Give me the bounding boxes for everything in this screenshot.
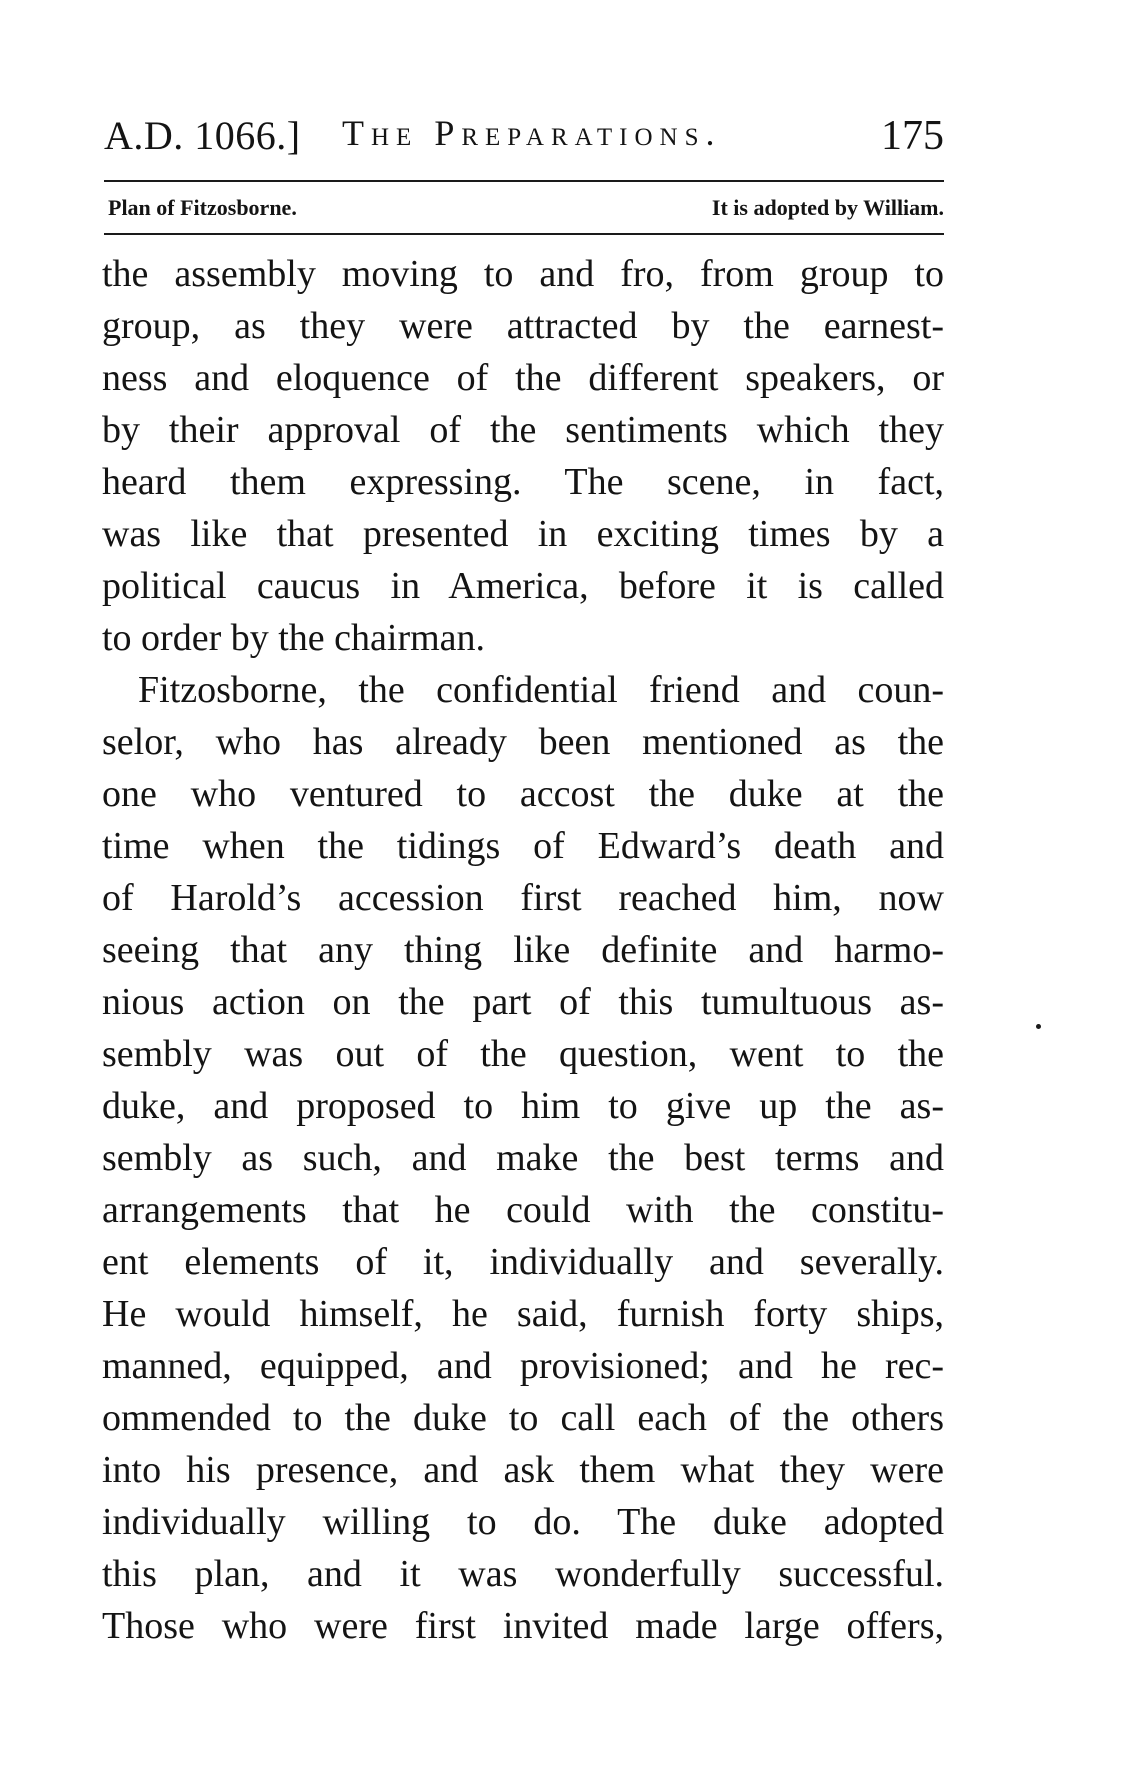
text-line: one who ventured to accost the duke at the	[102, 773, 944, 815]
text-line: sembly was out of the question, went to the	[102, 1033, 944, 1075]
text-line: political caucus in America, before it is called	[102, 565, 944, 607]
side-heading-left: Plan of Fitzosborne.	[108, 195, 297, 220]
text-line: individually willing to do. The duke adopted	[102, 1501, 944, 1543]
text-line: by their approval of the sentiments which they	[102, 409, 944, 451]
text-line: ommended to the duke to call each of the others	[102, 1397, 944, 1439]
text-line: ness and eloquence of the different speakers, or	[102, 357, 944, 399]
body-text	[102, 248, 944, 1652]
text-line: He would himself, he said, furnish forty ships,	[102, 1293, 944, 1335]
text-line: sembly as such, and make the best terms and	[102, 1137, 944, 1179]
page-number: 175	[881, 113, 944, 159]
text-line: nious action on the part of this tumultuous as-	[102, 981, 944, 1023]
text-line: manned, equipped, and provisioned; and he rec-	[102, 1345, 944, 1387]
text-line: Fitzosborne, the confidential friend and coun-	[138, 669, 944, 711]
text-line: the assembly moving to and fro, from group to	[102, 253, 944, 295]
text-line: duke, and proposed to him to give up the as-	[102, 1085, 944, 1127]
ink-speck	[1036, 1024, 1041, 1029]
running-head-title: The Preparations.	[342, 113, 722, 153]
text-line: selor, who has already been mentioned as the	[102, 721, 944, 763]
text-line: ent elements of it, individually and severally.	[102, 1241, 944, 1283]
running-head-date: A.D. 1066.]	[104, 113, 301, 158]
side-heading-right: It is adopted by William.	[711, 195, 944, 220]
text-line: group, as they were attracted by the earnest-	[102, 305, 944, 347]
header-rule-top	[104, 180, 944, 182]
text-line: this plan, and it was wonderfully successful.	[102, 1553, 944, 1595]
text-line: seeing that any thing like definite and harmo-	[102, 929, 944, 971]
running-head	[104, 112, 944, 162]
text-line: Those who were first invited made large offers,	[102, 1605, 944, 1647]
text-line: arrangements that he could with the constitu-	[102, 1189, 944, 1231]
text-line: was like that presented in exciting times by a	[102, 513, 944, 555]
header-rule-bottom	[104, 233, 944, 235]
text-line: of Harold’s accession first reached him, now	[102, 877, 944, 919]
text-line: into his presence, and ask them what they were	[102, 1449, 944, 1491]
text-line: time when the tidings of Edward’s death and	[102, 825, 944, 867]
text-line: heard them expressing. The scene, in fact,	[102, 461, 944, 503]
text-line: to order by the chairman.	[102, 617, 486, 659]
side-headings	[104, 189, 944, 225]
